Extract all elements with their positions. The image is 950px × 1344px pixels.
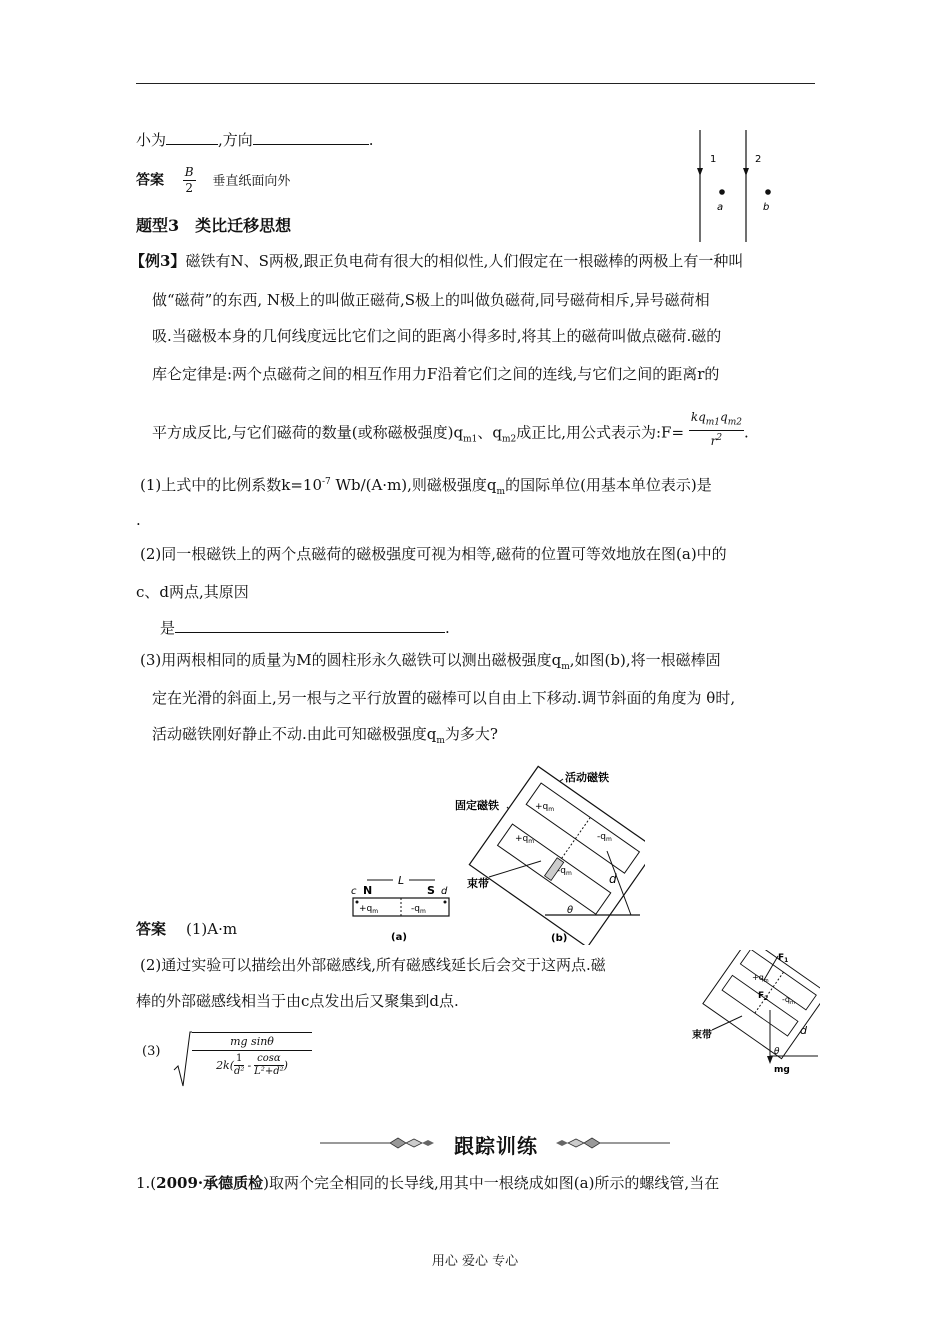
- ornament-left-icon: [320, 1136, 440, 1150]
- answer-label-2: 答案: [136, 920, 167, 938]
- page-footer: 用心 爱心 专心: [431, 1254, 519, 1269]
- label-F1: $F_1$: [778, 953, 789, 964]
- label-plus-q-fixed: $+q_m$: [515, 834, 535, 845]
- coulomb-formula: $\frac{kq_{m1}q_{m2}}{r^2}$: [690, 410, 742, 449]
- label-S: S: [427, 884, 435, 897]
- label-plus-q-active: $+q_m$: [535, 802, 555, 813]
- topic-heading: 题型3 类比迁移思想: [136, 216, 292, 235]
- question-1-dot: .: [136, 511, 141, 529]
- sqrt-icon: [172, 1030, 192, 1090]
- example-line-4: 库仑定律是:两个点磁荷之间的相互作用力F沿着它们之间的连线,与它们之间的距离r的: [152, 365, 720, 383]
- label-N: N: [363, 884, 373, 897]
- label-d-c: d: [800, 1024, 807, 1037]
- example-line-5: 平方成反比,与它们磁荷的数量(或称磁极强度)$q_{m1}$、$q_{m2}$成正比,用公式表示为:F= $\frac{kq_{m1}q_{m2}}{r^2}$ .: [152, 410, 749, 449]
- label-theta-c: θ: [774, 1047, 780, 1057]
- blank-direction: [253, 130, 369, 145]
- label-active-magnet: 活动磁铁: [565, 771, 609, 784]
- label-minus-q-active: $-q_m$: [597, 832, 612, 843]
- wire-label-2: 2: [755, 154, 762, 165]
- section-heading: [320, 1130, 670, 1160]
- label-L: L: [398, 874, 405, 887]
- figure-c: [690, 950, 820, 1075]
- question-3-line-2: 定在光滑的斜面上,另一根与之平行放置的磁棒可以自由上下移动.调节斜面的角度为 θ时,: [152, 689, 736, 707]
- question-3-line-3: 活动磁铁刚好静止不动.由此可知磁极强度$q_m$为多大?: [152, 725, 498, 746]
- label-minus-q: $-q_m$: [411, 904, 426, 915]
- label-minus-q-c: $-q_m$: [782, 995, 795, 1006]
- point-b: [765, 189, 771, 195]
- prev-question-line: 小为 ,方向 .: [136, 131, 374, 149]
- label-d-b: d: [609, 872, 617, 886]
- point-b-label: b: [763, 202, 770, 213]
- exercise-source: 2009·承德质检: [156, 1174, 264, 1192]
- section-title: 跟踪训练: [454, 1134, 538, 1158]
- caption-a: (a): [391, 932, 407, 943]
- point-a-label: a: [717, 202, 724, 213]
- wire-label-1: 1: [710, 154, 717, 165]
- label-strap-c: 束带: [692, 1030, 712, 1041]
- exercise-1: 1.(2009·承德质检)取两个完全相同的长导线,用其中一根绕成如图(a)所示的螺线管,当在: [136, 1174, 720, 1192]
- example-tag: 【例3】: [130, 252, 186, 270]
- label-mg: mg: [774, 1065, 790, 1075]
- answer-fraction: $\frac{B}{2}$: [184, 165, 194, 195]
- question-2-line-3: 是 .: [160, 619, 450, 637]
- arrow-down-icon: [767, 1056, 773, 1064]
- caption-b: (b): [551, 933, 568, 944]
- label-c: c: [351, 886, 357, 897]
- arrow-down-icon: [697, 168, 703, 176]
- label-theta: θ: [567, 905, 574, 916]
- label-minus-q-fixed: $-q_m$: [557, 866, 572, 877]
- arrow-down-icon: [743, 168, 749, 176]
- label-plus-q: $+q_m$: [359, 904, 379, 915]
- question-3-line-1: (3)用两根相同的质量为M的圆柱形永久磁铁可以测出磁极强度$q_m$,如图(b),将一根磁棒固: [140, 651, 721, 672]
- label-F2: $F_2$: [758, 991, 769, 1002]
- label-d: d: [441, 886, 448, 897]
- header-rule: [136, 83, 815, 84]
- answer-2-line-1: (2)通过实验可以描绘出外部磁感线,所有磁感线延长后会交于这两点.磁: [140, 956, 606, 974]
- label-plus-q-c: $+q_m$: [752, 973, 769, 984]
- question-2-line-1: (2)同一根磁铁上的两个点磁荷的磁极强度可视为相等,磁荷的位置可等效地放在图(a)中的: [140, 545, 727, 563]
- point-a: [719, 189, 725, 195]
- example-line-3: 吸.当磁极本身的几何线度远比它们之间的距离小得多时,将其上的磁荷叫做点磁荷.磁的: [152, 327, 722, 345]
- figure-a: [345, 868, 460, 948]
- question-2-line-2: c、d两点,其原因: [136, 583, 249, 601]
- answer-label: 答案: [136, 172, 164, 189]
- blank-reason: [175, 618, 445, 633]
- example-line-1: 【例3】磁铁有N、S两极,跟正负电荷有很大的相似性,人们假定在一根磁棒的两极上有一种叫: [130, 252, 744, 270]
- question-1: (1)上式中的比例系数$k=10^{-7}$ Wb/(A·m),则磁极强度$q_m$的国际单位(用基本单位表示)是: [140, 476, 712, 497]
- label-fixed-magnet: 固定磁铁: [455, 799, 499, 812]
- prev-answer: 答案 $\frac{B}{2}$ 垂直纸面向外: [136, 165, 291, 195]
- figure-b: [445, 765, 645, 945]
- answer-line-1: 答案 (1)A·m: [136, 920, 238, 938]
- wire-figure: [690, 130, 800, 245]
- label-strap: 束带: [467, 877, 489, 890]
- ornament-right-icon: [552, 1136, 672, 1150]
- blank-magnitude: [166, 130, 218, 145]
- answer-2-line-2: 棒的外部磁感线相当于由c点发出后又聚集到d点.: [136, 992, 459, 1010]
- example-line-2: 做“磁荷”的东西, N极上的叫做正磁荷,S极上的叫做负磁荷,同号磁荷相斥,异号磁荷相: [152, 291, 710, 309]
